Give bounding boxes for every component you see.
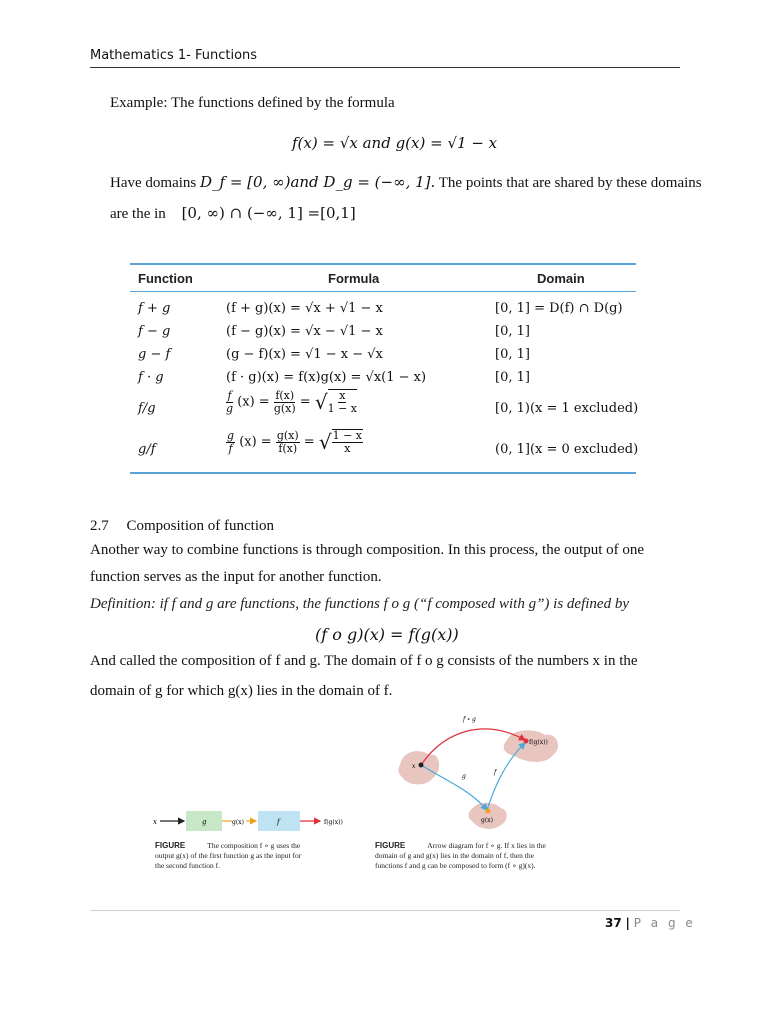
section-heading [90,518,274,535]
section-number: 2.7 [90,518,109,534]
domains-prefix: Have domains [110,175,197,191]
table-top-rule [130,263,636,265]
domains-suffix: The points that are shared by these domains [438,175,702,191]
f-label: f [494,769,497,776]
table-row-2-formula: (f − g)(x) = √x − √1 − x [226,324,383,339]
left-caption-tag: FIGURE [155,841,186,850]
machine-gx-label: g(x) [232,819,244,826]
row-6-lhs-fraction: $\frac{g}{f}$ [227,428,235,455]
table-row-6-domain: (0, 1](x = 0 excluded) [495,442,639,457]
domain-para-line-2: domain of g for which g(x) lies in the domain of f. [90,683,393,699]
row-6-radical-fraction: $\frac{1 - x}{x}$ [332,429,363,455]
composition-para-line-1: Another way to combine functions is through composition. In this process, the output of one [90,542,645,558]
table-row-4-domain: [0, 1] [495,370,530,385]
table-row-6-function: g/f [138,442,156,457]
table-row-5-function: f/g [138,401,156,416]
section-title: Composition of function [126,518,274,534]
table-row-6-formula: $\frac{g}{f}$ (x) = $\frac{g(x)}{f(x)}$ = √ $\frac{1 - x}{x}$ [227,428,363,455]
table-row-4-formula: (f · g)(x) = f(x)g(x) = √x(1 − x) [226,370,427,385]
right-caption-tag: FIGURE [375,841,406,850]
footer-rule [90,910,680,911]
composition-para-line-2: function serves as the input for another function. [90,569,382,585]
composition-machine-diagram [148,806,358,836]
g-label: g [462,773,466,780]
fgx-label: f(g(x)) [529,739,548,746]
table-bottom-rule [130,472,636,474]
intersection-line [110,206,356,222]
example-intro: Example: The functions defined by the formula [110,95,395,111]
right-figure-caption: FIGURE Arrow diagram for f ∘ g. If x lies in the domain of g and g(x) lies in the domain of f, then the functions f and g can be composed to form (f ∘ g)(x). [375,841,546,870]
left-figure-caption: FIGURE The composition f ∘ g uses the output g(x) of the first function g as the input for the second function f. [155,841,302,870]
example-formula: f(x) = √x and g(x) = √1 − x [292,134,498,152]
page-word: P a g e [633,916,696,930]
page-footer [605,916,696,930]
table-header-rule [130,291,636,292]
table-row-1-domain: [0, 1] = D(f) ∩ D(g) [495,301,623,316]
table-row-1-formula: (f + g)(x) = √x + √1 − x [226,301,383,316]
domains-math: D_f = [0, ∞)and D_g = (−∞, 1]. [199,173,436,191]
domain-blob [398,751,439,784]
row-6-ratio-fraction: $\frac{g(x)}{f(x)}$ [276,428,299,455]
g-box-label: g [202,818,207,826]
table-header-function: Function [138,271,193,286]
table-row-3-domain: [0, 1] [495,347,530,362]
composite-label: f ∘ g [463,716,476,723]
f-box-label: f [277,818,280,826]
header-rule [90,67,680,68]
arrow-diagram [395,710,585,838]
domain-para-line-1: And called the composition of f and g. The domain of f o g consists of the numbers x in the [90,653,638,669]
table-row-3-formula: (g − f)(x) = √1 − x − √x [226,347,383,362]
footer-separator: | [625,916,630,930]
x-label: x [412,763,416,770]
definition-formula: (f o g)(x) = f(g(x)) [315,625,459,644]
table-row-5-formula: $\frac{f}{g}$ (x) = $\frac{f(x)}{g(x)}$ = √ $\frac{x}{1 - x}$ [226,388,358,415]
fgx-point [524,739,529,744]
table-row-3-function: g − f [138,347,171,362]
functions-table [130,263,639,475]
intersection-math: [0, ∞) ∩ (−∞, 1] =[0,1] [181,204,356,222]
row-5-radical-fraction: $\frac{x}{1 - x}$ [327,389,358,415]
table-header-formula: Formula [328,271,380,286]
row-5-ratio-fraction: $\frac{f(x)}{g(x)}$ [273,388,296,415]
machine-output-label: f(g(x)) [324,819,343,826]
machine-x-label: x [153,818,157,826]
gx-label: g(x) [481,817,493,824]
gx-point [486,809,491,814]
row-5-lhs-fraction: $\frac{f}{g}$ [226,388,234,415]
table-row-1-function: f + g [138,301,171,316]
table-header-domain: Domain [537,271,585,286]
x-point [419,763,424,768]
domains-line [110,175,702,191]
table-row-2-function: f − g [138,324,171,339]
intersection-prefix: are the in [110,206,166,222]
table-row-2-domain: [0, 1] [495,324,530,339]
table-row-4-function: f · g [138,370,164,385]
page-header: Mathematics 1- Functions [90,48,258,63]
page-number: 37 [605,916,622,930]
definition-text: Definition: if f and g are functions, the functions f o g (“f composed with g”) is defined by [90,596,629,612]
table-row-5-domain: [0, 1)(x = 1 excluded) [495,401,639,416]
